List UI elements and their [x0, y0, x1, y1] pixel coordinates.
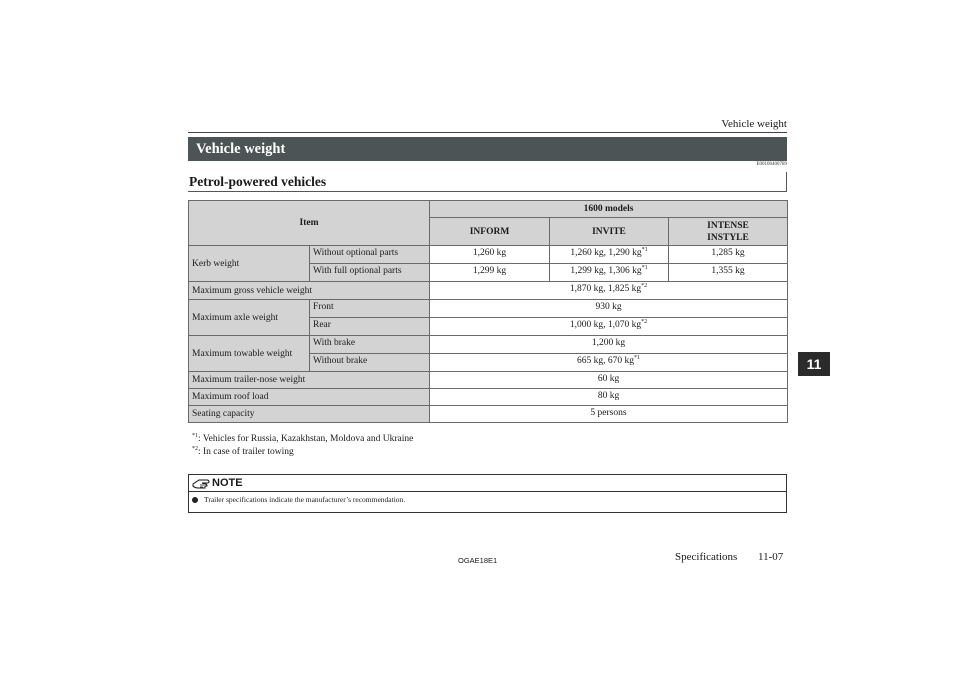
- column-header-instyle: INSTYLE: [707, 232, 749, 243]
- footnote-ref: *2: [641, 282, 648, 289]
- with-brake-value: 1,200 kg: [430, 336, 788, 354]
- with-brake-label: With brake: [310, 336, 430, 354]
- hand-pointer-icon: [192, 477, 210, 489]
- page-number: 11-07: [758, 551, 784, 563]
- kerb-without-intense: 1,285 kg: [669, 246, 788, 264]
- table-row: [189, 246, 788, 264]
- footnote-ref: *2: [641, 318, 648, 325]
- table-row: [189, 336, 788, 354]
- document-code: E00100400789: [756, 162, 787, 167]
- towable-weight-label: Maximum towable weight: [189, 336, 310, 372]
- kerb-without-invite: 1,260 kg, 1,290 $kg^{*1}$: [550, 246, 669, 264]
- footnote-ref: *1: [641, 246, 648, 253]
- footnotes: [192, 433, 413, 459]
- axle-rear-label: Rear: [310, 318, 430, 336]
- note-box: [188, 474, 787, 513]
- note-title: NOTE: [212, 477, 243, 489]
- running-header-title: Vehicle weight: [721, 118, 787, 130]
- footnote-2: $^{*2}$: In case of trailer towing: [192, 445, 294, 457]
- footnote-ref: *1: [641, 264, 648, 271]
- seating-capacity-label: Seating capacity: [189, 406, 430, 423]
- seating-capacity-value: 5 persons: [430, 406, 788, 423]
- trailer-nose-value: 60 kg: [430, 372, 788, 389]
- note-text: Trailer specifications indicate the manufacturer’s recommendation.: [204, 495, 406, 504]
- column-header-inform: INFORM: [430, 218, 550, 246]
- chapter-tab: 11: [798, 352, 830, 376]
- note-header: [189, 475, 786, 492]
- table-row: [189, 282, 788, 300]
- axle-front-value: 930 kg: [430, 300, 788, 318]
- note-item: [189, 492, 786, 504]
- axle-rear-value: 1,000 kg, 1,070 $kg^{*2}$: [430, 318, 788, 336]
- kerb-without-inform: 1,260 kg: [430, 246, 550, 264]
- header-rule: [188, 132, 787, 133]
- table-row: [189, 389, 788, 406]
- roof-load-label: Maximum roof load: [189, 389, 430, 406]
- axle-front-label: Front: [310, 300, 430, 318]
- table-row: [189, 372, 788, 389]
- footer-code: OGAE18E1: [458, 556, 498, 565]
- column-header-intense-instyle: [669, 218, 788, 246]
- kerb-full-intense: 1,355 kg: [669, 264, 788, 282]
- footnote-ref: *1: [634, 354, 640, 361]
- roof-load-value: 80 kg: [430, 389, 788, 406]
- footer-section: Specifications: [675, 551, 738, 563]
- axle-weight-label: Maximum axle weight: [189, 300, 310, 336]
- item-header: Item: [189, 201, 430, 246]
- gross-weight-value: 1,870 kg, 1,825 $kg^{*2}$: [430, 282, 788, 300]
- gross-weight-label: Maximum gross vehicle weight: [189, 282, 430, 300]
- table-row: [189, 406, 788, 423]
- bullet-icon: [192, 497, 198, 503]
- trailer-nose-label: Maximum trailer-nose weight: [189, 372, 430, 389]
- without-brake-label: Without brake: [310, 354, 430, 372]
- column-header-intense: INTENSE: [707, 220, 749, 231]
- section-title: Vehicle weight: [188, 137, 787, 161]
- vehicle-weight-table: [188, 200, 788, 423]
- table-row: [189, 300, 788, 318]
- subsection-rule-tick: [786, 172, 787, 192]
- kerb-full-inform: 1,299 kg: [430, 264, 550, 282]
- kerb-full-invite: 1,299 kg, 1,306 $kg^{*1}$: [550, 264, 669, 282]
- without-optional-parts-label: Without optional parts: [310, 246, 430, 264]
- with-full-optional-parts-label: With full optional parts: [310, 264, 430, 282]
- column-header-invite: INVITE: [550, 218, 669, 246]
- subsection-title: Petrol-powered vehicles: [188, 172, 787, 192]
- footnote-1: $^{*1}$: Vehicles for Russia, Kazakhstan, Moldova and Ukraine: [192, 432, 414, 444]
- without-brake-value: 665 kg, 670 $kg^{*1}$: [430, 354, 788, 372]
- models-group-header: 1600 models: [430, 201, 788, 218]
- kerb-weight-label: Kerb weight: [189, 246, 310, 282]
